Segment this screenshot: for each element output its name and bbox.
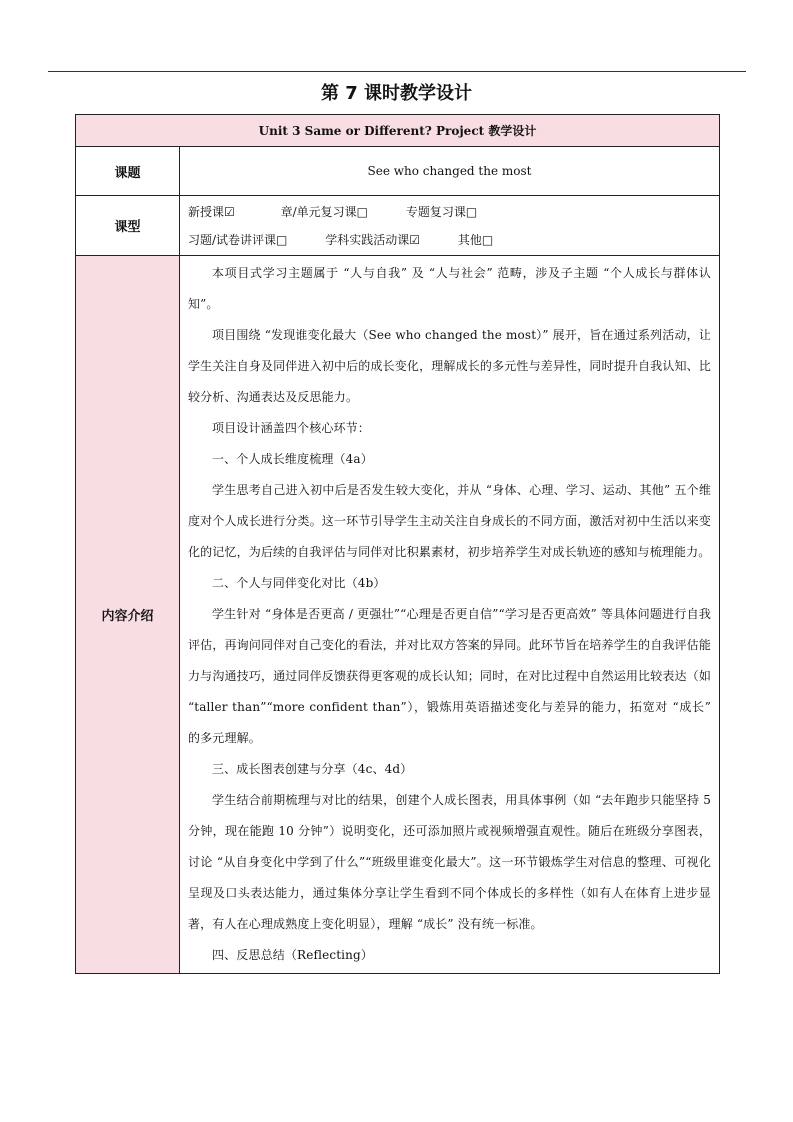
page-title: 第 7 课时教学设计 xyxy=(320,83,473,104)
content-paragraph: 项目设计涵盖四个核心环节： xyxy=(212,421,370,435)
content-paragraph: 本项目式学习主题属于 “人与自我” 及 “人与社会” 范畴，涉及子主题 “个人成长与群体认知”。 xyxy=(188,266,712,311)
content-paragraph: 学生针对 “身体是否更高 / 更强壮”“心理是否更自信”“学习是否更高效” 等具体问题进行自我评估，再询问同伴对自己变化的看法，并对比双方答案的异同。此环节旨在培养学生的自我评估能力与沟通技巧，通过同伴反馈获得更客观的成长认知；同时，在对比过程中自然运用比较表达（如 “taller than”“more confident than”），锻炼用英语描述变化与差异的能力，拓宽对 “成长” 的多元理解。 xyxy=(188,607,712,745)
type-option-exam-review: 习题/试卷讲评课□ xyxy=(188,232,288,247)
type-options-row-2 xyxy=(188,226,711,254)
section-heading: 四、反思总结（Reflecting） xyxy=(212,948,374,962)
type-label: 课型 xyxy=(76,196,180,256)
lesson-design-table xyxy=(75,114,720,974)
content-body xyxy=(180,256,720,974)
topic-label: 课题 xyxy=(76,147,180,196)
header-rule xyxy=(48,71,746,72)
content-paragraph: 学生思考自己进入初中后是否发生较大变化，并从 “身体、心理、学习、运动、其他” 五个维度对个人成长进行分类。这一环节引导学生主动关注自身成长的不同方面，激活对初中生活以来变化的记忆，为后续的自我评估与同伴对比积累素材，初步培养学生对成长轨迹的感知与梳理能力。 xyxy=(188,483,712,559)
type-option-topic-review: 专题复习课□ xyxy=(405,204,478,219)
section-heading: 三、成长图表创建与分享（4c、4d） xyxy=(212,762,413,776)
table-header: Unit 3 Same or Different? Project 教学设计 xyxy=(76,115,720,147)
type-option-new-lesson: 新授课☑ xyxy=(188,204,235,219)
section-heading: 一、个人成长维度梳理（4a） xyxy=(212,452,373,466)
content-label: 内容介绍 xyxy=(76,256,180,974)
content-paragraph: 学生结合前期梳理与对比的结果，创建个人成长图表，用具体事例（如 “去年跑步只能坚持 5 分钟，现在能跑 10 分钟”）说明变化，还可添加照片或视频增强直观性。随后在班级分享图表，讨论 “从自身变化中学到了什么”“班级里谁变化最大”。这一环节锻炼学生对信息的整理、可视化呈现及口头表达能力，通过集体分享让学生看到不同个体成长的多样性（如有人在体育上进步显著，有人在心理成熟度上变化明显），理解 “成长” 没有统一标准。 xyxy=(188,793,712,931)
type-options-row-1 xyxy=(188,198,711,226)
type-option-other: 其他□ xyxy=(457,232,494,247)
content-paragraph: 项目围绕 “发现谁变化最大（See who changed the most）” 展开，旨在通过系列活动，让学生关注自身及同伴进入初中后的成长变化，理解成长的多元性与差异性，同时提升自我认知、比较分析、沟通表达及反思能力。 xyxy=(188,328,712,404)
type-option-unit-review: 章/单元复习课□ xyxy=(280,204,368,219)
topic-value: See who changed the most xyxy=(180,147,720,196)
type-options xyxy=(180,196,720,256)
type-option-practice-activity: 学科实践活动课☑ xyxy=(325,232,420,247)
section-heading: 二、个人与同伴变化对比（4b） xyxy=(212,576,386,590)
